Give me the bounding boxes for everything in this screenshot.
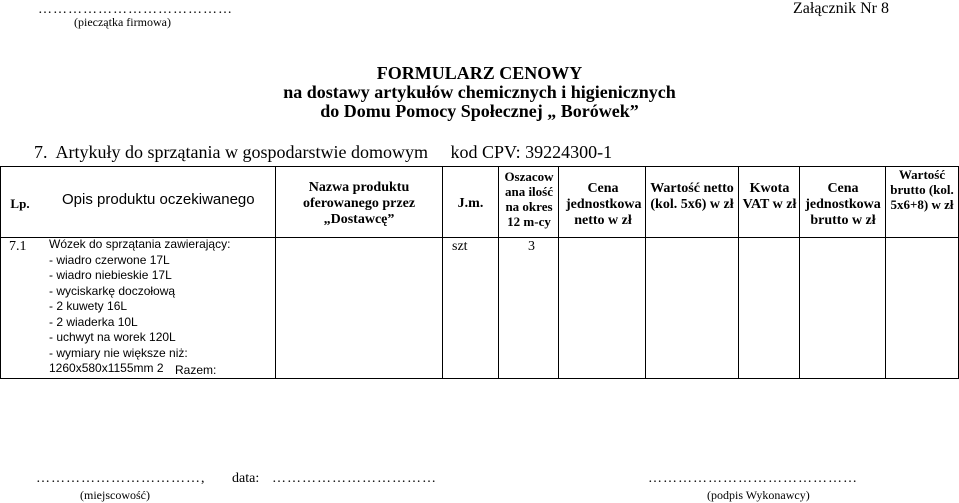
header-wartosc-brutto: Wartość brutto (kol. 5x6+8) w zł <box>890 167 954 212</box>
header-opis: Opis produktu oczekiwanego <box>62 191 255 208</box>
row-description-line: - wyciskarkę doczołową <box>49 283 176 298</box>
header-lp: Lp. <box>10 196 30 211</box>
row-description <box>49 237 230 377</box>
date-label: data: <box>232 471 260 486</box>
row-lp: 7.1 <box>9 239 27 254</box>
place-label: (miejscowość) <box>80 488 150 502</box>
header-cena-brutto: Cena jednostkowa brutto w zł <box>805 181 881 228</box>
row-description-line: - 2 wiaderka 10L <box>49 314 138 329</box>
form-subtitle-2: do Domu Pomocy Społecznej „ Borówek” <box>320 101 639 121</box>
form-subtitle-1: na dostawy artykułów chemicznych i higienicznych <box>283 82 676 102</box>
header-wartosc-netto: Wartość netto (kol. 5x6) w zł <box>650 181 734 212</box>
section-heading: 7. Artykuły do sprzątania w gospodarstwie domowym kod CPV: 39224300-1 <box>34 142 613 162</box>
row-description-line: Wózek do sprzątania zawierający: <box>49 237 231 251</box>
row-ilosc: 3 <box>528 239 535 254</box>
header-nazwa: Nazwa produktu oferowanego przez „Dostawcę” <box>302 180 416 227</box>
row-description-line: - wiadro czerwone 17L <box>49 252 170 267</box>
header-jm: J.m. <box>457 196 484 211</box>
header-kwota-vat: Kwota VAT w zł <box>742 181 797 212</box>
row-jm: szt <box>452 239 468 254</box>
row-description-line: - uchwyt na worek 120L <box>49 330 176 344</box>
attachment-label: Załącznik Nr 8 <box>793 0 889 17</box>
row-description-line: 1260x580x1155mm 2 <box>49 361 164 375</box>
form-title: FORMULARZ CENOWY <box>376 63 583 83</box>
header-cena-netto: Cena jednostkowa netto w zł <box>566 181 642 228</box>
razem-label: Razem: <box>175 363 217 377</box>
row-description-line: - wiadro niebieskie 17L <box>49 268 172 282</box>
stamp-dots: ………………………………… <box>38 2 233 17</box>
place-dots: ……………………………, <box>36 471 206 486</box>
date-dots: …………………………… <box>272 471 437 486</box>
row-description-line: - wymiary nie większe niż: <box>49 345 188 360</box>
header-ilosc: Oszacow ana ilość na okres 12 m-cy <box>504 169 554 229</box>
row-description-line: - 2 kuwety 16L <box>49 299 128 313</box>
signature-dots: …………………………………… <box>648 471 858 486</box>
signature-label: (podpis Wykonawcy) <box>707 488 810 502</box>
stamp-label: (pieczątka firmowa) <box>74 15 171 29</box>
